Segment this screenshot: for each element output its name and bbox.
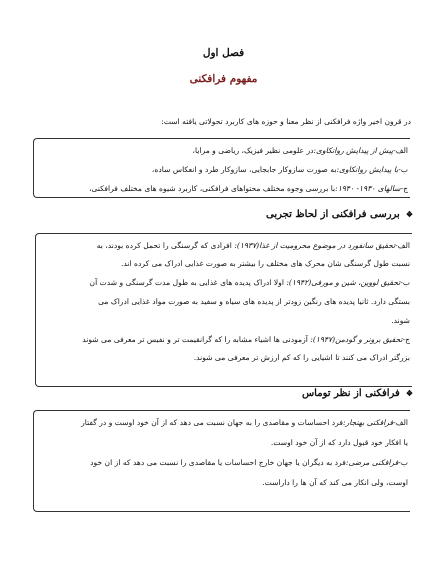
section-heading-text: فرافکنی از نظر توماس: [301, 388, 400, 399]
item-marker: ب-: [400, 278, 410, 288]
item-text: افرادی که گرسنگی را تحمل کرده بودند، به: [96, 240, 235, 250]
section-heading-experimental: [266, 209, 413, 220]
line-content: [82, 336, 410, 344]
text-line: [40, 453, 408, 473]
item-text: اوست، ولی انکار می کند که آن ها را داراست.: [262, 478, 408, 488]
line-content: [121, 260, 410, 268]
diamond-bullet-icon: ❖: [405, 388, 413, 398]
thomas-list: [40, 411, 410, 511]
chapter-title: مفهوم فرافکنی: [189, 73, 258, 85]
line-content: [262, 479, 408, 487]
item-heading: تحقیق لووین، شین و مورفی(۱۹۴۲):: [286, 278, 401, 288]
item-heading: فرافکنی بهنجار:: [343, 418, 394, 428]
line-content: [97, 242, 410, 250]
item-marker: الف-: [393, 145, 408, 155]
section-heading-thomas: [302, 388, 413, 399]
text-line: [42, 292, 410, 311]
item-marker: الف-: [393, 418, 408, 428]
definition-list: [40, 139, 410, 197]
item-text: یا افکار خود قبول دارد که از آن خود اوست.: [270, 438, 408, 448]
line-content: [98, 298, 410, 306]
item-heading: فرافکنی مرضی:: [345, 458, 399, 468]
item-marker: ب-: [398, 164, 408, 174]
text-line: [40, 413, 408, 433]
line-content: [90, 459, 408, 467]
section-heading-text: بررسی فرافکنی از لحاظ تجربی: [266, 209, 400, 220]
line-content: [194, 354, 410, 362]
item-text: آزمودنی ها اشیاء مشابه را که گرانقیمت تر و نفیس تر معرفی می شوند: [82, 334, 311, 344]
text-line: [40, 473, 408, 493]
text-line: [40, 179, 408, 198]
item-heading: با پیدایش روانکاوی:: [336, 164, 399, 174]
item-text: فرد به دیگران یا جهان خارج احساسات یا مقاصدی را نسبت می دهد که از ان خود: [90, 458, 346, 468]
line-content: [193, 147, 408, 155]
experiment-list: [42, 234, 412, 386]
item-heading: تحقیق برونر و گودمن(۱۹۴۷):: [310, 334, 403, 344]
text-line: [42, 349, 410, 368]
line-content: [152, 166, 408, 174]
text-line: [40, 141, 408, 160]
item-marker: ب-: [398, 458, 408, 468]
item-text: اولا ادراک پدیده های غذایی به طول مدت گرسنگی و شدت آن: [89, 278, 287, 288]
text-line: [40, 433, 408, 453]
line-content: [271, 439, 408, 447]
item-text: بزرگتر ادراک می کنند تا اشیایی را که کم ارزش تر معرفی می شوند.: [193, 353, 410, 363]
item-marker: ج-: [400, 183, 408, 193]
item-marker: الف-: [395, 240, 410, 250]
bracket-box-thomas: [33, 410, 410, 512]
item-text: نسبت طول گرسنگی شان محرک های مختلف را بیشتر به صورت غذایی ادراک می کرده اند.: [121, 259, 410, 269]
text-line: [42, 236, 410, 255]
text-line: [42, 255, 410, 274]
chapter-number: فصل اول: [202, 47, 245, 59]
diamond-bullet-icon: ❖: [405, 209, 413, 219]
bracket-box-experiments: [35, 233, 412, 387]
text-line: [42, 274, 410, 293]
text-line: [42, 330, 410, 349]
line-content: [90, 279, 410, 287]
line-content: [81, 419, 408, 427]
item-text: با بررسی وجوه مختلف محتواهای فرافکنی، کاربرد شیوه های مختلف فرافکنی،: [89, 183, 336, 193]
item-heading: تحقیق سانفورد در موضوع محرومیت از غذا(۱۹۳۷):: [234, 240, 396, 250]
item-marker: ج-: [402, 334, 410, 344]
text-line: [42, 311, 410, 330]
item-text: شوند.: [391, 315, 410, 325]
item-heading: پیش از پیدایش روانکاوی:: [313, 145, 394, 155]
line-content: [391, 317, 410, 325]
bracket-box-definitions: [33, 138, 410, 198]
item-text: در علومی نظیر فیزیک، ریاضی و مرایا،: [192, 145, 314, 155]
intro-paragraph: در قرون اخیر واژه فرافکنی از نظر معنا و حوزه های کاربرد تحولاتی یافته است:: [161, 117, 411, 126]
item-text: به صورت سازوکار جابجایی، سازوکار طرد و انعکاس ساده،: [151, 164, 337, 174]
item-text: فرد احساسات و مقاصدی را به جهان نسبت می دهد که از آن خود اوست و در گفتار: [81, 418, 343, 428]
line-content: [89, 185, 408, 193]
text-line: [40, 160, 408, 179]
item-text: بستگی دارد. ثانیا پدیده های رنگین زودتر از پدیده های سیاه و سفید به صورت مواد غذایی ادراک می: [98, 296, 410, 306]
item-heading: سالهای ۱۹۳۰- ۱۹۴۰:: [335, 183, 401, 193]
